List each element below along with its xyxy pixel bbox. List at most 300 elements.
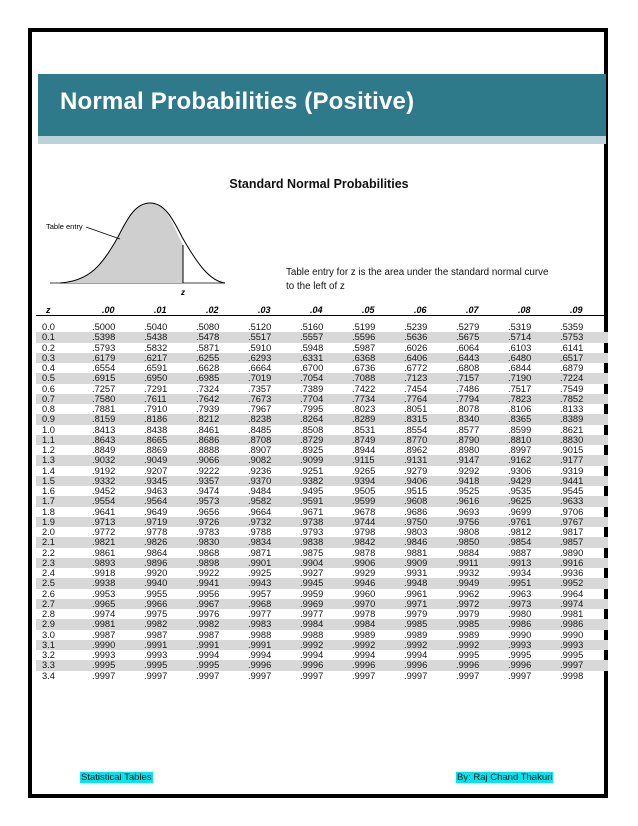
table-cell: .9761 — [508, 516, 532, 527]
table-cell: .9945 — [300, 578, 324, 589]
table-cell: .9162 — [508, 455, 532, 466]
table-cell: .9871 — [248, 547, 272, 558]
table-cell: .9909 — [404, 557, 428, 568]
table-cell: .9993 — [144, 650, 168, 660]
column-header: .00 — [102, 305, 115, 315]
table-cell: .9920 — [144, 568, 168, 578]
table-cell: .9484 — [248, 486, 272, 496]
table-cell: .9994 — [352, 650, 376, 660]
footer-left-label: Statistical Tables — [81, 772, 152, 783]
table-cell: .7967 — [248, 404, 272, 414]
table-cell: .5199 — [352, 322, 376, 332]
table-title: Standard Normal Probabilities — [229, 177, 409, 191]
table-entry-label: Table entry — [46, 222, 83, 231]
table-cell: .9995 — [144, 660, 168, 671]
table-cell: .9996 — [352, 660, 376, 671]
table-cell: .9996 — [248, 660, 272, 671]
table-cell: .9992 — [300, 639, 324, 650]
table-cell: .8554 — [404, 424, 428, 435]
table-cell: .9099 — [300, 455, 324, 466]
table-cell: .8888 — [196, 445, 220, 455]
table-cell: .9968 — [248, 598, 272, 609]
table-cell: .9452 — [92, 486, 116, 496]
table-cell: .9830 — [196, 537, 220, 548]
table-cell: .9995 — [92, 660, 116, 671]
table-cell: .8461 — [196, 424, 220, 435]
table-cell: .9995 — [560, 650, 584, 660]
table-cell: .9993 — [508, 639, 532, 650]
table-cell: .6591 — [144, 363, 168, 373]
table-cell: .9996 — [456, 660, 480, 671]
table-cell: .9279 — [404, 465, 428, 476]
table-cell: .9066 — [196, 455, 220, 466]
row-z-value: 2.3 — [42, 557, 55, 568]
table-cell: .8944 — [352, 445, 376, 455]
table-cell: .6293 — [248, 352, 272, 363]
table-cell: .9693 — [456, 506, 480, 517]
table-cell: .6368 — [352, 352, 376, 363]
row-z-value: 3.3 — [42, 660, 55, 671]
table-cell: .7224 — [560, 373, 584, 384]
table-cell: .9956 — [196, 588, 220, 599]
table-cell: .9292 — [456, 465, 480, 476]
column-header: .06 — [414, 305, 427, 315]
row-z-value: 1.2 — [42, 445, 55, 455]
table-cell: .8289 — [352, 414, 376, 425]
table-cell: .6443 — [456, 352, 480, 363]
table-cell: .6331 — [300, 352, 324, 363]
table-cell: .7257 — [92, 383, 116, 394]
table-cell: .9987 — [92, 629, 116, 640]
table-cell: .9973 — [508, 598, 532, 609]
table-cell: .9591 — [300, 496, 324, 507]
table-cell: .7054 — [300, 373, 324, 384]
table-cell: .7088 — [352, 373, 376, 384]
table-cell: .9265 — [352, 465, 376, 476]
table-cell: .9808 — [456, 527, 480, 537]
table-row — [36, 373, 608, 383]
table-cell: .9394 — [352, 475, 376, 486]
column-header: .05 — [362, 305, 375, 315]
table-cell: .7910 — [144, 404, 168, 414]
table-cell: .9997 — [508, 670, 532, 681]
table-cell: .9686 — [404, 506, 428, 517]
table-cell: .9878 — [352, 547, 376, 558]
table-cell: .9989 — [352, 629, 376, 640]
table-cell: .8413 — [92, 424, 116, 435]
table-cell: .9960 — [352, 588, 376, 599]
table-cell: .9812 — [508, 527, 532, 537]
table-cell: .9992 — [456, 639, 480, 650]
table-cell: .9976 — [196, 609, 220, 619]
table-row — [36, 507, 608, 517]
table-cell: .9994 — [404, 650, 428, 660]
table-cell: .9934 — [508, 568, 532, 578]
table-cell: .5557 — [300, 332, 324, 343]
table-cell: .8106 — [508, 404, 532, 414]
table-cell: .9988 — [248, 629, 272, 640]
table-cell: .9951 — [508, 578, 532, 589]
table-cell: .8621 — [560, 424, 584, 435]
table-cell: .7389 — [300, 383, 324, 394]
table-cell: .9678 — [352, 506, 376, 517]
table-cell: .9131 — [404, 455, 428, 466]
table-cell: .9989 — [404, 629, 428, 640]
table-cell: .9788 — [248, 527, 272, 537]
row-z-value: 2.2 — [42, 547, 55, 558]
table-cell: .9633 — [560, 496, 584, 507]
table-cell: .5040 — [144, 322, 168, 332]
table-cell: .9713 — [92, 516, 116, 527]
table-cell: .9429 — [508, 475, 532, 486]
table-cell: .9991 — [144, 639, 168, 650]
row-z-value: 1.6 — [42, 486, 55, 496]
table-cell: .9599 — [352, 496, 376, 507]
row-z-value: 0.8 — [42, 404, 55, 414]
table-cell: .9564 — [144, 496, 168, 507]
row-z-value: 2.7 — [42, 598, 55, 609]
shaded-area — [60, 203, 183, 283]
table-cell: .9969 — [300, 598, 324, 609]
table-cell: .7291 — [144, 383, 168, 394]
table-cell: .5279 — [456, 322, 480, 332]
table-cell: .9382 — [300, 475, 324, 486]
table-cell: .8907 — [248, 445, 272, 455]
table-cell: .7611 — [144, 393, 167, 404]
table-cell: .9222 — [196, 465, 220, 476]
table-cell: .9979 — [404, 609, 428, 619]
table-cell: .7881 — [92, 404, 116, 414]
row-z-value: 1.5 — [42, 475, 55, 486]
table-cell: .9744 — [352, 516, 376, 527]
table-row — [36, 476, 608, 486]
table-row — [36, 599, 608, 609]
table-cell: .9932 — [456, 568, 480, 578]
table-row — [36, 455, 608, 465]
table-cell: .6517 — [560, 352, 584, 363]
table-cell: .5080 — [196, 322, 220, 332]
table-cell: .7673 — [248, 393, 272, 404]
table-row — [36, 363, 608, 373]
table-cell: .9964 — [560, 588, 584, 599]
table-row — [36, 435, 608, 445]
table-cell: .8051 — [404, 404, 428, 414]
table-cell: .9817 — [560, 527, 584, 537]
table-cell: .9974 — [560, 598, 584, 609]
row-z-value: 2.8 — [42, 609, 55, 619]
table-cell: .9994 — [196, 650, 220, 660]
table-cell: .9783 — [196, 527, 220, 537]
table-cell: .9904 — [300, 557, 324, 568]
table-cell: .5000 — [92, 322, 116, 332]
table-cell: .9974 — [92, 609, 116, 619]
table-cell: .6700 — [300, 363, 324, 373]
table-cell: .9767 — [560, 516, 584, 527]
table-cell: .7939 — [196, 404, 220, 414]
table-cell: .9082 — [248, 455, 272, 466]
table-cell: .7486 — [456, 383, 480, 394]
table-row — [36, 578, 608, 588]
table-cell: .6808 — [456, 363, 480, 373]
table-cell: .9997 — [92, 670, 116, 681]
table-cell: .9971 — [404, 598, 428, 609]
table-cell: .9992 — [404, 639, 428, 650]
table-cell: .9901 — [248, 557, 272, 568]
table-cell: .9834 — [248, 537, 272, 548]
table-cell: .9864 — [144, 547, 168, 558]
table-cell: .5910 — [248, 342, 272, 353]
table-cell: .9671 — [300, 506, 324, 517]
table-cell: .9463 — [144, 486, 168, 496]
z-table — [36, 305, 608, 681]
z-table-body — [36, 322, 608, 681]
table-cell: .8238 — [248, 414, 272, 425]
table-cell: .9990 — [508, 629, 532, 640]
table-cell: .9996 — [404, 660, 428, 671]
table-cell: .9177 — [560, 455, 584, 466]
table-cell: .9982 — [196, 619, 220, 630]
table-cell: .7019 — [248, 373, 272, 384]
table-cell: .9982 — [144, 619, 168, 630]
table-cell: .8531 — [352, 424, 376, 435]
table-cell: .9965 — [92, 598, 116, 609]
table-cell: .9997 — [248, 670, 272, 681]
z-table-header — [36, 305, 608, 316]
note-line-1: Table entry for z is the area under the standard normal curve — [286, 267, 549, 278]
column-header: .02 — [206, 305, 219, 315]
table-cell: .7422 — [352, 383, 376, 394]
table-cell: .9994 — [300, 650, 324, 660]
column-header: .04 — [310, 305, 323, 315]
table-cell: .8133 — [560, 404, 584, 414]
row-z-value: 0.9 — [42, 414, 55, 425]
table-cell: .9726 — [196, 516, 220, 527]
table-cell: .9916 — [560, 557, 584, 568]
table-cell: .9997 — [144, 670, 168, 681]
row-z-value: 0.5 — [42, 373, 55, 384]
table-cell: .9931 — [404, 568, 428, 578]
table-cell: .7190 — [508, 373, 532, 384]
row-z-value: 3.0 — [42, 629, 55, 640]
row-z-value: 0.7 — [42, 393, 55, 404]
table-cell: .9706 — [560, 506, 584, 517]
table-cell: .9192 — [92, 465, 116, 476]
table-cell: .7794 — [456, 393, 480, 404]
table-cell: .8438 — [144, 424, 168, 435]
table-row — [36, 445, 608, 455]
table-cell: .9995 — [196, 660, 220, 671]
table-cell: .6915 — [92, 373, 116, 384]
table-cell: .9015 — [560, 445, 584, 455]
table-row — [36, 527, 608, 537]
table-cell: .9772 — [92, 527, 116, 537]
table-cell: .9936 — [560, 568, 584, 578]
table-cell: .9306 — [508, 465, 532, 476]
table-cell: .9995 — [508, 650, 532, 660]
table-cell: .5948 — [300, 342, 324, 353]
table-cell: .9979 — [456, 609, 480, 619]
table-cell: .6879 — [560, 363, 584, 373]
table-cell: .9998 — [560, 670, 584, 681]
table-cell: .9664 — [248, 506, 272, 517]
table-row — [36, 343, 608, 353]
table-cell: .8749 — [352, 434, 376, 445]
table-cell: .8485 — [248, 424, 272, 435]
table-cell: .8212 — [196, 414, 220, 425]
table-cell: .9890 — [560, 547, 584, 558]
table-cell: .7324 — [196, 383, 220, 394]
table-cell: .9997 — [404, 670, 428, 681]
row-z-value: 3.1 — [42, 639, 55, 650]
table-cell: .9990 — [560, 629, 584, 640]
row-z-value: 0.0 — [42, 322, 55, 332]
table-cell: .9854 — [508, 537, 532, 548]
row-z-value: 0.1 — [42, 332, 55, 343]
table-cell: .6772 — [404, 363, 428, 373]
row-z-value: 3.4 — [42, 670, 55, 681]
table-cell: .9993 — [560, 639, 584, 650]
table-cell: .9987 — [144, 629, 168, 640]
table-cell: .9515 — [404, 486, 428, 496]
table-cell: .6554 — [92, 363, 116, 373]
table-cell: .5596 — [352, 332, 376, 343]
row-z-value: 1.1 — [42, 434, 55, 445]
table-cell: .5675 — [456, 332, 480, 343]
row-z-value: 2.4 — [42, 568, 55, 578]
table-cell: .5793 — [92, 342, 116, 353]
table-cell: .9826 — [144, 537, 168, 548]
table-row — [36, 671, 608, 681]
table-cell: .8997 — [508, 445, 532, 455]
table-cell: .9978 — [352, 609, 376, 619]
table-cell: .9997 — [352, 670, 376, 681]
table-cell: .9535 — [508, 486, 532, 496]
table-cell: .7549 — [560, 383, 584, 394]
table-row — [36, 394, 608, 404]
table-cell: .8264 — [300, 414, 324, 425]
table-cell: .9887 — [508, 547, 532, 558]
table-cell: .9147 — [456, 455, 480, 466]
table-cell: .9949 — [456, 578, 480, 589]
row-z-value: 3.2 — [42, 650, 55, 660]
table-cell: .6480 — [508, 352, 532, 363]
column-header: .09 — [570, 305, 583, 315]
table-cell: .8830 — [560, 434, 584, 445]
table-cell: .9980 — [508, 609, 532, 619]
table-cell: .9997 — [300, 670, 324, 681]
table-cell: .9582 — [248, 496, 272, 507]
table-cell: .9962 — [456, 588, 480, 599]
table-cell: .5478 — [196, 332, 220, 343]
table-cell: .9983 — [248, 619, 272, 630]
row-z-value: 1.3 — [42, 455, 55, 466]
table-row — [36, 558, 608, 568]
table-row — [36, 568, 608, 578]
table-row — [36, 517, 608, 527]
table-cell: .5438 — [144, 332, 168, 343]
table-cell: .9750 — [404, 516, 428, 527]
row-z-value: 1.9 — [42, 516, 55, 527]
table-cell: .7764 — [404, 393, 428, 404]
table-cell: .9991 — [248, 639, 272, 650]
table-cell: .6179 — [92, 352, 116, 363]
table-cell: .9893 — [92, 557, 116, 568]
table-row — [36, 589, 608, 599]
table-cell: .9418 — [456, 475, 480, 486]
table-cell: .6628 — [196, 363, 220, 373]
table-cell: .8643 — [92, 434, 116, 445]
normal-curve-figure — [40, 195, 230, 305]
table-cell: .9986 — [508, 619, 532, 630]
table-cell: .7704 — [300, 393, 324, 404]
table-cell: .9967 — [196, 598, 220, 609]
table-cell: .9985 — [456, 619, 480, 630]
row-z-value: 1.0 — [42, 424, 55, 435]
table-cell: .9525 — [456, 486, 480, 496]
table-cell: .7517 — [508, 383, 532, 394]
table-cell: .9929 — [352, 568, 376, 578]
table-cell: .8159 — [92, 414, 116, 425]
table-cell: .7123 — [404, 373, 428, 384]
table-row — [36, 353, 608, 363]
table-cell: .9986 — [560, 619, 584, 630]
table-row — [36, 322, 608, 332]
table-row — [36, 650, 608, 660]
row-z-value: 2.5 — [42, 578, 55, 589]
table-cell: .5398 — [92, 332, 116, 343]
footer-right-label: By: Raj Chand Thakuri — [457, 772, 553, 783]
table-cell: .5871 — [196, 342, 220, 353]
table-cell: .9850 — [456, 537, 480, 548]
table-cell: .9345 — [144, 475, 168, 486]
table-cell: .8729 — [300, 434, 324, 445]
table-cell: .9977 — [300, 609, 324, 619]
table-cell: .9996 — [300, 660, 324, 671]
table-cell: .9573 — [196, 496, 220, 507]
table-cell: .9987 — [196, 629, 220, 640]
table-cell: .5987 — [352, 342, 376, 353]
table-cell: .9441 — [560, 475, 584, 486]
table-cell: .5239 — [404, 322, 428, 332]
table-row — [36, 619, 608, 629]
column-header: .07 — [466, 305, 479, 315]
table-row — [36, 630, 608, 640]
table-row — [36, 332, 608, 342]
note-line-2: to the left of z — [286, 281, 345, 292]
table-cell: .9959 — [300, 588, 324, 599]
table-cell: .9981 — [560, 609, 584, 619]
table-cell: .5636 — [404, 332, 428, 343]
table-cell: .8869 — [144, 445, 168, 455]
table-cell: .6217 — [144, 352, 168, 363]
table-cell: .6950 — [144, 373, 168, 384]
table-cell: .7642 — [196, 393, 220, 404]
table-entry-pointer — [86, 227, 120, 239]
table-cell: .6985 — [196, 373, 220, 384]
row-z-value: 0.3 — [42, 352, 55, 363]
table-cell: .8962 — [404, 445, 428, 455]
table-cell: .9370 — [248, 475, 272, 486]
row-z-value: 1.7 — [42, 496, 55, 507]
table-cell: .9778 — [144, 527, 168, 537]
table-cell: .7995 — [300, 404, 324, 414]
table-cell: .9608 — [404, 496, 428, 507]
table-cell: .9992 — [352, 639, 376, 650]
table-cell: .9997 — [456, 670, 480, 681]
table-cell: .7852 — [560, 393, 584, 404]
table-cell: .9963 — [508, 588, 532, 599]
table-cell: .9656 — [196, 506, 220, 517]
